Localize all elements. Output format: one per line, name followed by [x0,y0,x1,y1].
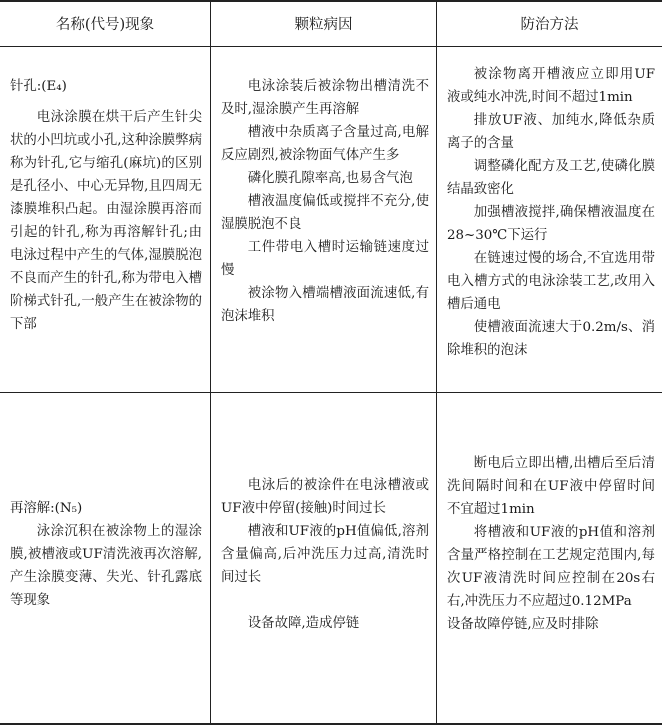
cause-item: 被涂物入槽端槽液面流速低,有泡沫堆积 [221,286,429,324]
remedy-item: 在链速过慢的场合,不宜选用带电入槽方式的电泳涂装工艺,改用入槽后通电 [447,251,655,312]
defect-description: 泳涂沉积在被涂物上的湿涂膜,被槽液或UF清洗液再次溶解,产生涂膜变薄、失光、针孔露底等现象 [10,524,202,608]
remedy-item: 加强槽液搅拌,确保槽液温度在28~30℃下运行 [447,205,655,243]
remedy-item: 将槽液和UF液的pH值和溶剂含量严格控制在工艺规定范围内,每次UF液清洗时间应控制在20s右右,冲洗压力不应超过0.12MPa [447,525,655,609]
cause-item: 槽液和UF液的pH值偏低,溶剂含量偏高,后冲洗压力过高,清洗时间过长 [221,524,429,585]
header-name-phenomenon: 名称(代号)现象 [55,17,155,33]
cause-item: 槽液温度偏低或搅拌不充分,使湿膜脱泡不良 [221,194,429,232]
remedy-item: 使槽液面流速大于0.2m/s、消除堆积的泡沫 [447,320,655,358]
defect-description: 电泳涂膜在烘干后产生针尖状的小凹坑或小孔,这种涂膜弊病称为针孔,它与缩孔(麻坑)的区别是孔径小、中心无异物,且四周无漆膜堆积凸起。由湿涂膜再溶而引起的针孔,称为再溶解针孔;由电泳过程中产生的气体,湿膜脱泡不良而产生的针孔,称为带电入槽阶梯式针孔,一般产生在被涂物的下部 [10,110,202,332]
column-divider [436,0,437,725]
row-redissolution-phenomenon [10,497,202,612]
remedy-item: 调整磷化配方及工艺,使磷化膜结晶致密化 [447,159,655,197]
header-remedies: 防治方法 [520,17,579,33]
cause-item: 设备故障,造成停链 [247,616,360,631]
row-redissolution-causes [221,474,429,635]
header-causes: 颗粒病因 [294,17,353,33]
defect-name-label: 针孔:(E₄) [10,79,67,94]
row-pinhole-causes [221,75,429,328]
row-pinhole-remedies [447,63,655,362]
cause-item: 槽液中杂质离子含量过高,电解反应剧烈,被涂物面气体产生多 [221,125,429,163]
cause-item: 工件带电入槽时运输链速度过慢 [221,240,429,278]
remedy-item: 被涂物离开槽液应立即用UF液或纯水冲洗,时间不超过1min [447,67,655,105]
remedy-item: 断电后立即出槽,出槽后至后清洗间隔时间和在UF液中停留时间不宜超过1min [447,456,655,517]
column-divider [210,0,211,725]
row-divider [0,392,662,393]
row-pinhole-phenomenon [10,75,202,336]
remedy-item: 排放UF液、加纯水,降低杂质离子的含量 [447,113,655,151]
cause-item: 磷化膜孔隙率高,也易含气泡 [247,171,413,186]
cause-item: 电泳涂装后被涂物出槽清洗不及时,湿涂膜产生再溶解 [221,79,429,117]
remedy-item: 设备故障停链,应及时排除 [447,617,599,632]
defect-name-label: 再溶解:(N₅) [10,501,83,516]
cause-item: 电泳后的被涂件在电泳槽液或UF液中停留(接触)时间过长 [221,478,429,516]
row-redissolution-remedies [447,452,655,636]
